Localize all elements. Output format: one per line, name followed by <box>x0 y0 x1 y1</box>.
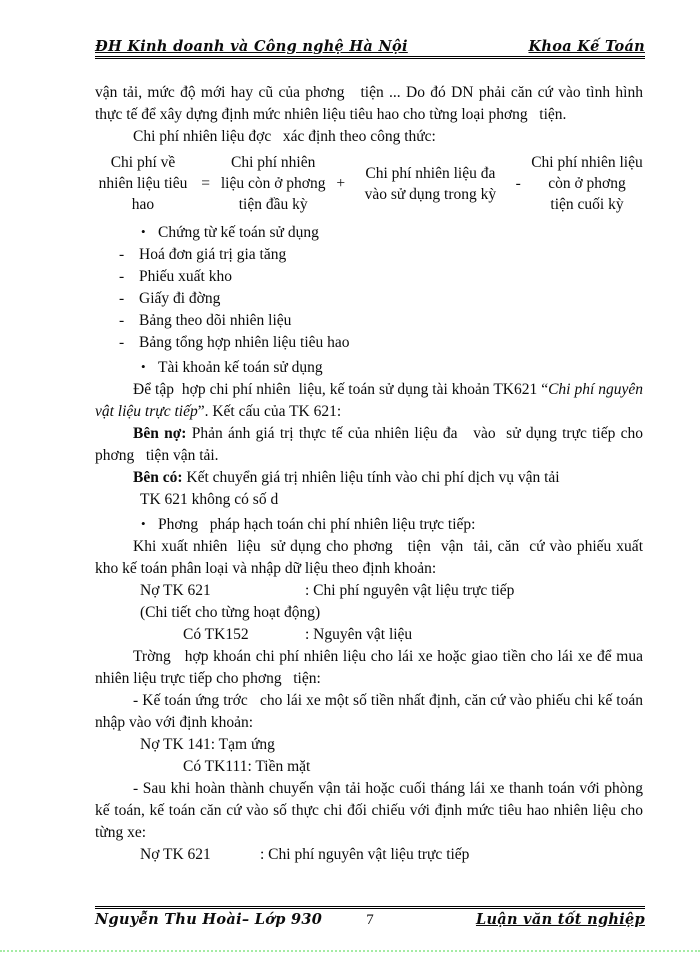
footer-thesis-text: Luận văn tốt nghiệp <box>475 911 645 928</box>
journal-entry-debit: Nợ TK 141: Tạm ứng <box>140 736 275 753</box>
journal-entry-credit: Có TK111: Tiền mặt <box>183 758 311 775</box>
list-item <box>95 266 643 288</box>
formula-term-consumed: Chi phí về nhiên liệu tiêu hao <box>98 154 192 213</box>
bullet-icon: • <box>141 359 146 374</box>
dash-icon: - <box>119 290 125 307</box>
bullet-heading-label: Tài khoản kế toán sử dụng <box>158 359 323 376</box>
formula-term-used-in-period: Chi phí nhiên liệu đa vào sử dụng trong kỳ <box>364 164 507 203</box>
list-item <box>95 310 643 332</box>
list-item <box>95 288 643 310</box>
journal-entry-credit <box>95 624 643 646</box>
journal-entry-debit <box>95 580 643 602</box>
bullet-heading-label: Phơng pháp hạch toán chi phí nhiên liệu trực tiếp: <box>158 516 476 533</box>
entry-account: Nợ TK 621 <box>140 846 211 863</box>
paragraph-advance: - Kế toán ứng trớc cho lái xe một số tiền nhất định, căn cứ vào phiếu chi kế toán nhập vào với định khoản: <box>95 692 647 731</box>
tk621-quote-italic: Chi phí nguyên vật liệu trực tiếp <box>95 381 647 420</box>
bullet-heading-label: Chứng từ kế toán sử dụng <box>158 224 319 241</box>
journal-entry-debit <box>95 844 643 866</box>
page-footer <box>95 906 645 929</box>
bullet-icon: • <box>141 224 146 239</box>
header-left-text: ĐH Kinh doanh và Công nghệ Hà Nội <box>95 38 408 55</box>
entry-account: Nợ TK 621 <box>140 582 211 599</box>
list-item <box>95 244 643 266</box>
list-item-label: Phiếu xuất kho <box>139 268 232 285</box>
bullet-accounts-heading <box>95 356 643 379</box>
page-break-indicator <box>0 950 700 952</box>
plus-sign: + <box>336 175 346 192</box>
list-item-label: Bảng tổng hợp nhiên liệu tiêu hao <box>139 334 350 351</box>
formula-term-beginning: Chi phí nhiên liệu còn ở phơng tiện đầu kỳ <box>220 154 338 213</box>
entry-description: : Nguyên vật liệu <box>305 626 413 643</box>
journal-entry-note: (Chi tiết cho từng hoạt động) <box>140 604 321 621</box>
bullet-documents-heading <box>95 221 643 244</box>
dash-icon: - <box>119 334 125 351</box>
paragraph-debit-side <box>95 423 647 467</box>
debit-label: Bên nợ: <box>133 425 187 442</box>
dash-icon: - <box>119 312 125 329</box>
debit-text: Phản ánh giá trị thực tế của nhiên liệu đa vào sử dụng trực tiếp cho phơng tiện vận tải. <box>95 425 647 464</box>
credit-text: Kết chuyển giá trị nhiên liệu tính vào chi phí dịch vụ vận tải <box>182 469 560 486</box>
credit-label: Bên có: <box>133 469 183 486</box>
minus-sign: - <box>515 175 521 192</box>
list-item-label: Bảng theo dõi nhiên liệu <box>139 312 292 329</box>
entry-description: : Chi phí nguyên vật liệu trực tiếp <box>305 582 515 599</box>
tk621-text-before: Để tập hợp chi phí nhiên liệu, kế toán sử dụng tài khoản TK621 “ <box>133 381 549 398</box>
equals-sign: = <box>201 175 210 192</box>
paragraph-settlement: - Sau khi hoàn thành chuyến vận tải hoặc cuối tháng lái xe thanh toán với phòng kế toán, kế toán căn cứ vào số thực chi đối chiếu với định mức tiêu hao nhiên liệu cho từng xe: <box>95 780 647 841</box>
no-balance-note: TK 621 không có số d <box>140 491 279 508</box>
fuel-cost-formula <box>95 152 647 215</box>
paragraph-formula-intro: Chi phí nhiên liệu đợc xác định theo công thức: <box>133 128 436 145</box>
entry-description: : Chi phí nguyên vật liệu trực tiếp <box>260 846 470 863</box>
formula-term-ending: Chi phí nhiên liệu còn ở phơng tiện cuối kỳ <box>531 154 647 213</box>
list-item <box>95 332 643 354</box>
page-header <box>95 38 645 59</box>
page-number: 7 <box>366 912 374 928</box>
dash-icon: - <box>119 246 125 263</box>
paragraph-intro-continuation: vận tải, mức độ mới hay cũ của phơng tiện ... Do đó DN phải căn cứ vào tình hình thực tế để xây dựng định mức nhiên liệu tiêu hao cho từng loại phơng tiện. <box>95 84 647 123</box>
list-item-label: Giấy đi đờng <box>139 290 221 307</box>
tk621-text-after: ”. Kết cấu của TK 621: <box>197 403 342 420</box>
bullet-method-heading <box>95 513 643 536</box>
paragraph-case: Trờng hợp khoán chi phí nhiên liệu cho lái xe hoặc giao tiền cho lái xe để mua nhiên liệu trực tiếp cho phơng tiện: <box>95 648 647 687</box>
header-right-text: Khoa Kế Toán <box>528 38 645 55</box>
paragraph-issue: Khi xuất nhiên liệu sử dụng cho phơng tiện vận tải, căn cứ vào phiếu xuất kho kế toán phân loại và nhập dữ liệu theo định khoản: <box>95 538 647 577</box>
bullet-icon: • <box>141 516 146 531</box>
dash-icon: - <box>119 268 125 285</box>
paragraph-tk621 <box>95 379 647 423</box>
entry-account: Có TK152 <box>183 626 249 643</box>
paragraph-credit-side <box>95 467 643 489</box>
footer-author-text: Nguyễn Thu Hoài– Lớp 930 <box>95 911 323 928</box>
list-item-label: Hoá đơn giá trị gia tăng <box>139 246 287 263</box>
document-body <box>95 82 647 866</box>
